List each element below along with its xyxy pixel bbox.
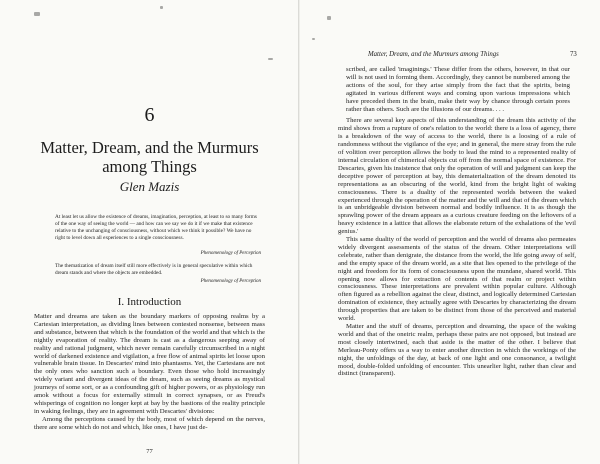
body-paragraph: Matter and dreams are taken as the boundary markers of opposing realms by a Cartesian interpretation, as dividing lines between contested nonsense, between mass and substance, between that which is the foundation of the world and that which is the nightly evaporation of reality. The dream is cast as a dangerous seeping away of reality and rational judgment, which never remain carefully circumscribed in a night world of darkened existence and vigilation, a free flow of animal spirits let loose upon vulnerable brain tissue. In Descartes' mind into phantasms. Yet, the Cartesians are not the only ones who sanction such a boundary. Even those who hold increasingly widely variant and divergent ideas of the dream, such as seeing dreams as mystical journeys of some sort, or as a confounding gift of higher powers, or as physiology run amok without a focus for externally stimuli in correct synapses, or as Freud's whisperings of cognition no longer kept at bay by the bastions of the reality principle in waking feelings, they are in agreement with Descartes' divisions: (34, 313, 265, 415)
body-paragraph: Matter and the stuff of dreams, perception and dreaming, the space of the waking world and that of the oneiric realm, perhaps these pairs are not opposed, but instead are most closely intertwined, each that aside is the matter of the other. I believe that Merleau-Ponty offers us a way to enter another direction in which the workings of the night, the unfoldings of the day, at back of one light and one consonance, a twilight mood, double-folded unfolding of encounter. This unearlier light, rather than clear and distinct (transparent). (338, 323, 576, 378)
left-page (0, 0, 299, 464)
scan-speck (327, 16, 331, 20)
chapter-number: 6 (144, 104, 155, 126)
folio-number: 77 (146, 448, 153, 455)
scan-speck (312, 38, 315, 40)
right-body (338, 66, 576, 378)
epigraph-2: The thematization of dream itself still more effectively is in general speculative within which dream stands and where the objects are embedded. (55, 263, 253, 276)
body-paragraph: scribed, are called 'imaginings.' These differ from the others, however, in that our will is not used in forming them. Accordingly, they cannot be numbered among the actions of the soul, for they arise simply from the fact that the spirits, being agitated in various different ways and coming upon various impressions which have preceded them in the brain, make their way by chance through certain pores rather than others. Such are the illusions of our dreams. . . . (346, 66, 570, 113)
epigraph-1-source: Phenomenology of Perception (200, 251, 261, 256)
chapter-title: Matter, Dream, and the Murmurs among Things (40, 138, 259, 176)
body-paragraph: This same duality of the world of perception and the world of dreams also permeates widely divergent assessments of the status of the dream. Other interpretations will celebrate, rather than denigrate, the distance from the world, the life going away of self, and the empty space of the dream world, as a site that lies opened to the privilege of the night and freedom for its form of consciousness upon the mundane, shared world. This opening now allows for extraction of contents of that realm or project within consciousness. These interpretations are prevalent within popular culture. Although often figured as a rebellion against the clear, distinct, and logically determined Cartesian domination of existence, they actually agree with Descartes by characterizing the dream through properties that are taken to be distinct from those of the perceived and material world. (338, 236, 576, 323)
epigraph-1: At least let us allow the existence of dreams, imagination, perception, at least to so many forms of the one way of seeing the world — and how can we say we do it if we make that existence relative to the unchanging of consciousness, without which we think it possible? We have no right to level down all experiences to a single consciousness. (55, 214, 257, 241)
chapter-author: Glen Mazis (119, 179, 180, 194)
body-paragraph: Among the perceptions caused by the body, most of which depend on the nerves, there are some which do not and which, like ones, I have just de- (34, 415, 265, 431)
body-paragraph: There are several key aspects of this understanding of the dream this activity of the mind shows from a rupture of one's relation to the world: there is a loss of agency, there is a breakdown of the way of access to the world, there is a loosing of a rule of randomness without the vigilance of the eye; and in general, the mere stray from the rule of volition over perception allows the body to lead the mind to a represented reality of internal circulation of chimerical objects cut off from the normal space of existence. For Descartes, given his insistence that only the operation of will and judgment can keep the deceptive power of perception at bay, this dematerialization of the dream denoted its representations as an obscuring of the world, kind from the bright light of waking consciousness. There is a duality of the represented worlds between the waked experienced through the operation of the matter and the will and that of the dream which is an unbridgeable division between normal and bodily influence. It is as though the sprawling power of the dream appears as a curious creature feeding on the leftovers of a heavy existence in a lattice that allows the elaborate return of the exhalations of the 'evil genius.' (338, 117, 576, 236)
scan-speck (268, 58, 273, 60)
page-number: 73 (570, 51, 577, 58)
scan-speck (160, 6, 163, 9)
epigraph-2-source: Phenomenology of Perception (200, 279, 261, 284)
section-heading: I. Introduction (117, 296, 182, 308)
running-head: Matter, Dream, and the Murmurs among Things (368, 51, 499, 58)
left-body (34, 313, 265, 432)
scan-speck (34, 12, 40, 16)
